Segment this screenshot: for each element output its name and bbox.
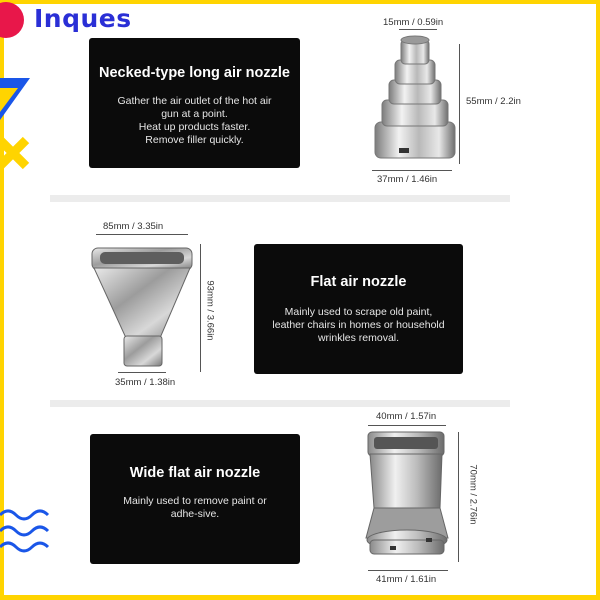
- product-card-flat-nozzle: [254, 244, 463, 374]
- red-circle-shape: [0, 2, 24, 38]
- product-card-wide-flat-nozzle: [90, 434, 300, 564]
- wide-flat-nozzle-image: [360, 428, 456, 568]
- section-divider: [50, 400, 510, 407]
- product-title: Necked-type long air nozzle: [99, 65, 290, 81]
- dimension-bottom-label: 37mm / 1.46in: [377, 174, 438, 185]
- dimension-bottom-label: 41mm / 1.61in: [376, 574, 437, 585]
- flat-nozzle-image: [88, 238, 198, 378]
- dimension-bottom-label: 35mm / 1.38in: [115, 377, 176, 388]
- dimension-side-label: 70mm / 2.76in: [467, 464, 479, 525]
- blue-wave-lines: [0, 505, 50, 585]
- product-description: Gather the air outlet of the hot air gun at a point. Heat up products faster. Remove filler quickly.: [117, 95, 272, 146]
- dimension-top-label: 85mm / 3.35in: [103, 221, 164, 232]
- product-card-necked-nozzle: [89, 38, 300, 168]
- dimension-top-label: 15mm / 0.59in: [383, 17, 444, 28]
- necked-nozzle-image: [365, 30, 465, 170]
- section-divider: [50, 195, 510, 202]
- yellow-cross-shape: [0, 140, 26, 166]
- product-description: Mainly used to scrape old paint, leather chairs in homes or household wrinkles removal.: [272, 306, 445, 344]
- frame-right-border: [596, 0, 600, 600]
- dimension-side-label: 93mm / 3.66in: [204, 280, 216, 341]
- product-title: Flat air nozzle: [310, 274, 407, 290]
- dimension-top-label: 40mm / 1.57in: [376, 411, 437, 422]
- product-title: Wide flat air nozzle: [129, 465, 261, 481]
- frame-bottom-border: [0, 595, 600, 600]
- brand-logo: Inques: [34, 4, 132, 33]
- product-description: Mainly used to remove paint or adhe-sive.: [123, 495, 267, 520]
- dimension-side-label: 55mm / 2.2in: [466, 96, 521, 107]
